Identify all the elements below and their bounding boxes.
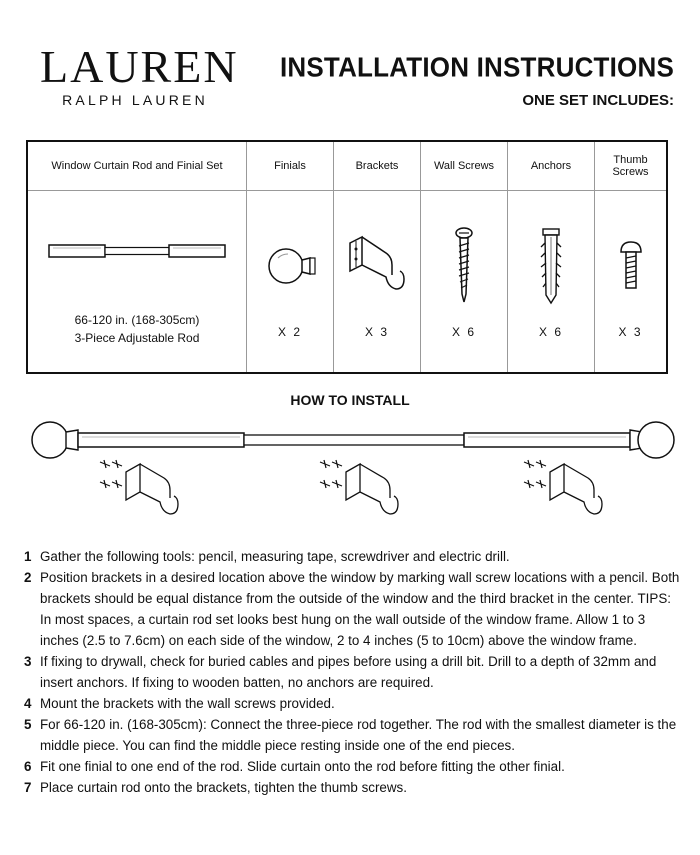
finial-icon <box>260 236 320 296</box>
page-title: INSTALLATION INSTRUCTIONS <box>279 51 674 83</box>
bracket-icon <box>342 231 412 301</box>
step-text: For 66-120 in. (168-305cm): Connect the three-piece rod together. The rod with the smallest diameter is the middle piece. You can find the middle piece resting inside one of the end pieces. <box>40 717 677 753</box>
anchor-icon <box>536 225 566 307</box>
page-subtitle: ONE SET INCLUDES: <box>522 92 674 109</box>
install-diagram <box>0 410 700 540</box>
step-number: 4 <box>24 696 32 711</box>
kit-contents-table <box>26 140 668 374</box>
bracket-assembly-left <box>100 460 178 514</box>
step-number: 1 <box>24 549 32 564</box>
how-to-install-title: HOW TO INSTALL <box>290 392 410 408</box>
rod-description <box>28 311 246 347</box>
step-item <box>24 693 684 714</box>
kit-header-rod: Window Curtain Rod and Finial Set <box>28 142 246 191</box>
step-text: Mount the brackets with the wall screws provided. <box>40 696 335 711</box>
thumb-screws-qty: X 3 <box>618 325 643 339</box>
assembled-rod <box>32 422 674 458</box>
kit-column-finials <box>246 142 333 372</box>
step-text: Fit one finial to one end of the rod. Slide curtain onto the rod before fitting the other finial. <box>40 759 565 774</box>
step-item <box>24 756 684 777</box>
kit-header-finials: Finials <box>247 142 333 191</box>
kit-column-rod <box>28 142 246 372</box>
step-number: 2 <box>24 570 32 585</box>
thumb-screw-icon <box>616 236 646 296</box>
kit-column-brackets <box>333 142 420 372</box>
install-steps <box>24 546 684 798</box>
rod-size: 66-120 in. (168-305cm) <box>74 313 200 327</box>
step-item <box>24 651 684 693</box>
step-item <box>24 777 684 798</box>
rod-type: 3-Piece Adjustable Rod <box>74 331 200 345</box>
step-item <box>24 714 684 756</box>
bracket-assembly-right <box>524 460 602 514</box>
brand-name: LAUREN <box>40 41 239 92</box>
step-number: 5 <box>24 717 32 732</box>
step-number: 6 <box>24 759 32 774</box>
kit-column-wall-screws <box>420 142 507 372</box>
step-text: If fixing to drywall, check for buried cables and pipes before using a drill bit. Drill to a depth of 32mm and insert anchors. If fixing to wooden batten, no anchors are required. <box>40 654 657 690</box>
kit-column-anchors <box>507 142 594 372</box>
step-number: 7 <box>24 780 32 795</box>
kit-column-thumb-screws <box>594 142 666 372</box>
finials-qty: X 2 <box>277 325 302 339</box>
wall-screws-qty: X 6 <box>451 325 476 339</box>
kit-header-anchors: Anchors <box>508 142 594 191</box>
rod-icon <box>47 236 227 266</box>
step-number: 3 <box>24 654 32 669</box>
anchors-qty: X 6 <box>538 325 563 339</box>
kit-header-thumb-screws: Thumb Screws <box>595 142 666 191</box>
kit-header-brackets: Brackets <box>334 142 420 191</box>
step-item <box>24 546 684 567</box>
brand-logo <box>40 41 239 108</box>
bracket-assembly-center <box>320 460 398 514</box>
brand-sub: RALPH LAUREN <box>62 92 208 108</box>
kit-header-wall-screws: Wall Screws <box>421 142 507 191</box>
step-text: Gather the following tools: pencil, measuring tape, screwdriver and electric drill. <box>40 549 510 564</box>
step-item <box>24 567 684 651</box>
wall-screw-icon <box>449 226 479 306</box>
step-text: Place curtain rod onto the brackets, tighten the thumb screws. <box>40 780 407 795</box>
brackets-qty: X 3 <box>364 325 389 339</box>
step-text: Position brackets in a desired location above the window by marking wall screw locations with a pencil. Both brackets should be equal distance from the outside of the window and the third bracket in the center. TIPS: In most spaces, a curtain rod set looks best hung on the wall outside of the window frame. Allow 1 to 3 inches (2.5 to 7.6cm) on each side of the window, 2 to 4 inches (5 to 10cm) above the window frame. <box>40 570 680 648</box>
